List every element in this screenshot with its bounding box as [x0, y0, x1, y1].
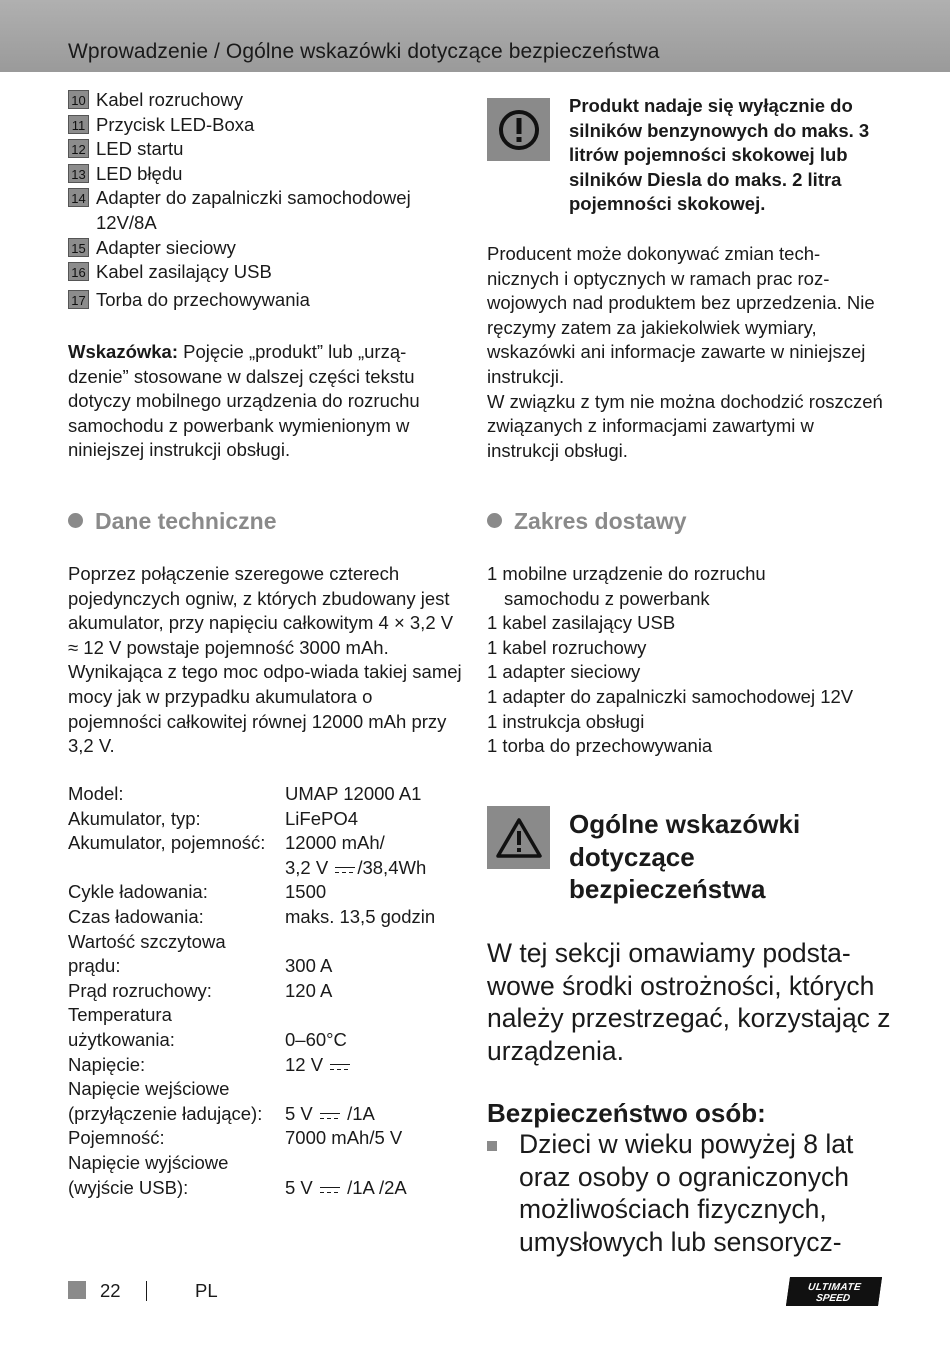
table-row: Prąd rozruchowy: 120 A	[68, 979, 333, 1001]
list-item: 1 adapter sieciowy	[487, 661, 641, 683]
table-row: Akumulator, typ: LiFePO4	[68, 807, 359, 829]
table-row: Temperatura	[68, 1004, 172, 1026]
bullet-dot-icon	[68, 513, 83, 528]
table-row: Pojemność: 7000 mAh/5 V	[68, 1127, 403, 1149]
list-item: 1 instrukcja obsługi	[487, 710, 645, 732]
safety-bullet: Dzieci w wieku powyżej 8 lat oraz osoby o ograniczonych możliwościach fizycznych, umysłowych lub sensorycz-	[487, 1128, 897, 1258]
list-item: 16 Kabel zasilający USB	[68, 260, 463, 285]
list-item: 14 Adapter do zapalniczki samochodowej 12V/8A	[68, 186, 463, 235]
table-row: Napięcie wejściowe	[68, 1078, 230, 1100]
table-row: Model: UMAP 12000 A1	[68, 783, 422, 804]
dc-symbol-icon	[320, 1185, 340, 1195]
table-row: prądu: 300 A	[68, 955, 333, 977]
table-row: użytkowania: 0–60°C	[68, 1028, 347, 1050]
language-code: PL	[195, 1280, 218, 1301]
bullet-square-icon	[487, 1141, 497, 1151]
page-header	[0, 0, 950, 72]
dc-symbol-icon	[335, 865, 355, 875]
table-row: (przyłączenie ładujące): 5 V /1A	[68, 1102, 375, 1124]
table-row: Czas ładowania: maks. 13,5 godzin	[68, 905, 436, 927]
table-row: 3,2 V /38,4Wh	[285, 856, 427, 878]
list-item: 12 LED startu	[68, 137, 463, 162]
spec-table	[68, 782, 478, 1200]
exclamation-icon	[487, 98, 550, 161]
safety-intro: W tej sekcji omawiamy podsta-wowe środki ostrożności, których należy przestrzegać, korzystając z urządzenia.	[487, 938, 891, 1066]
warning-triangle-icon	[487, 806, 550, 869]
note-text: Pojęcie „produkt” lub „urzą-dzenie” stosowane w dalszej części tekstu dotyczy mobilnego urządzenia do rozruchu samochodu z powerbank wymienionym w niniejszej instrukcji obsługi.	[68, 341, 420, 461]
header-title: Wprowadzenie / Ogólne wskazówki dotyczące bezpieczeństwa	[68, 40, 660, 63]
table-row: Wartość szczytowa	[68, 930, 226, 952]
dc-symbol-icon	[320, 1111, 340, 1121]
dc-symbol-icon	[330, 1062, 350, 1072]
table-row: Napięcie: 12 V	[68, 1053, 478, 1078]
warning-text: Produkt nadaje się wyłącznie do silników benzynowych do maks. 3 litrów pojemności skokowej lub silników Diesla do maks. 2 litra pojemności skokowej.	[569, 95, 870, 215]
list-item: 15 Adapter sieciowy	[68, 236, 463, 261]
table-row: Akumulator, pojemność: 12000 mAh/	[68, 832, 385, 854]
brand-logo: ULTIMATE SPEED	[786, 1277, 882, 1306]
delivery-heading: Zakres dostawy	[487, 508, 687, 535]
list-item: 10 Kabel rozruchowy	[68, 88, 463, 113]
note-label: Wskazówka:	[68, 341, 179, 362]
safety-title: Ogólne wskazówki dotyczące bezpieczeństwa	[569, 809, 801, 904]
list-item: samochodu z powerbank	[504, 587, 710, 609]
list-item: 11 Przycisk LED-Boxa	[68, 113, 463, 138]
note-paragraph	[68, 340, 463, 463]
disclaimer: Producent może dokonywać zmian tech-nicznych i optycznych w ramach prac roz-wojowych nad produktem bez uprzedzenia. Nie ręczymy zatem za jakiekolwiek wymiary, wskazówki ani informacje zawarte w niniejszej instrukcji. W związku z tym nie można dochodzić roszczeń związanych z informacjami zawartymi w instrukcji obsługi.	[487, 243, 883, 461]
divider	[146, 1281, 147, 1301]
table-row: (wyjście USB): 5 V /1A /2A	[68, 1176, 407, 1198]
list-item: 1 adapter do zapalniczki samochodowej 12V	[487, 685, 854, 707]
bullet-dot-icon	[487, 513, 502, 528]
safety-subheading: Bezpieczeństwo osób:	[487, 1098, 766, 1128]
table-row: Cykle ładowania: 1500	[68, 881, 327, 903]
list-item: 13 LED błędu	[68, 162, 463, 187]
tech-heading: Dane techniczne	[68, 508, 277, 535]
page-number: 22	[100, 1280, 121, 1301]
list-item: 1 kabel zasilający USB	[487, 612, 676, 634]
list-item: 1 kabel rozruchowy	[487, 636, 647, 658]
table-row: Napięcie wyjściowe	[68, 1151, 229, 1173]
tech-intro: Poprzez połączenie szeregowe czterech pojedynczych ogniw, z których zbudowany jest akumulator, przy napięciu całkowitym 4 × 3,2 V ≈ 12 V powstaje pojemność 3000 mAh. Wynikająca z tego moc odpo-wiada takiej samej mocy jak w przypadku akumulatora o pojemności całkowitej równej 12000 mAh przy 3,2 V.	[68, 563, 462, 757]
list-item: 1 mobilne urządzenie do rozruchu	[487, 563, 766, 584]
delivery-list	[487, 562, 887, 759]
list-item: 17 Torba do przechowywania	[68, 288, 463, 313]
list-item: 1 torba do przechowywania	[487, 735, 713, 757]
footer-square-icon	[68, 1281, 86, 1299]
parts-list	[68, 88, 463, 312]
